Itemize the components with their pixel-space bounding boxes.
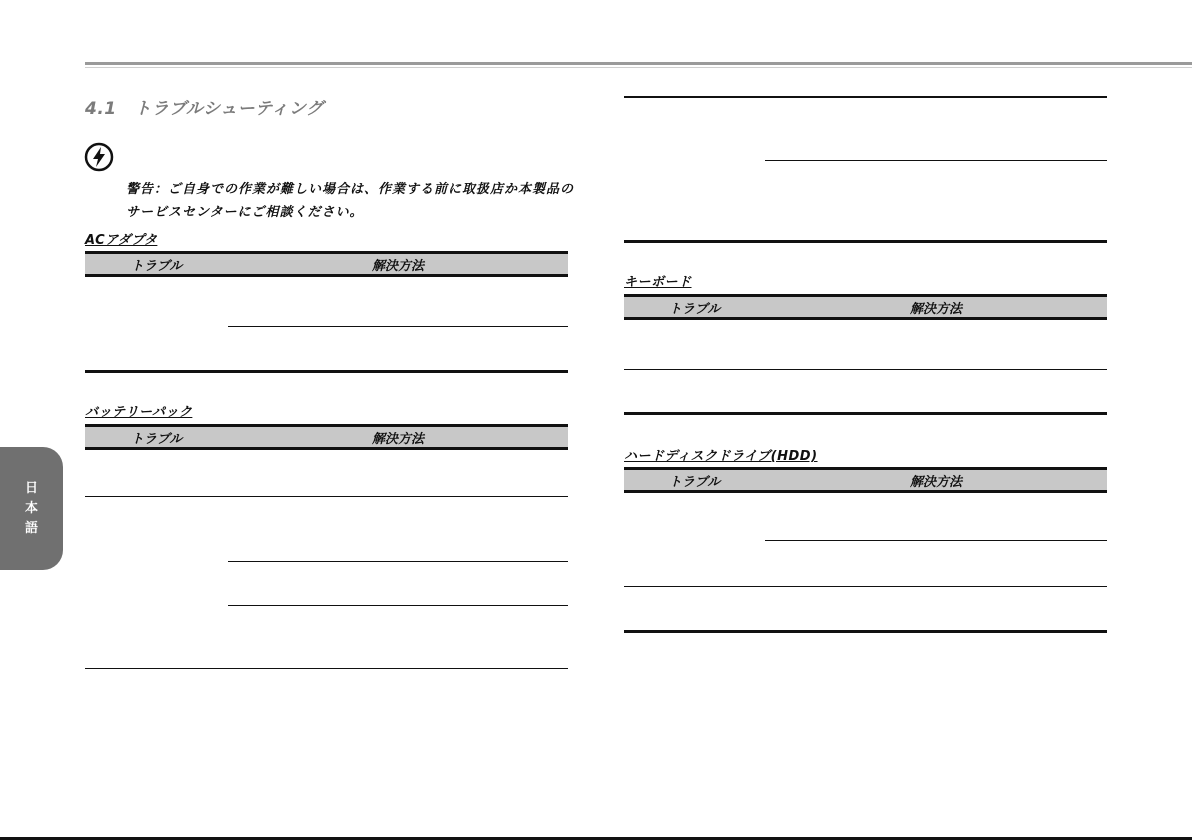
- table-end-rule: [624, 412, 1107, 415]
- row-divider: [624, 369, 1107, 370]
- ac-adapter-table-header: [85, 251, 568, 277]
- keyboard-title: キーボード: [624, 275, 692, 290]
- row-divider: [228, 561, 568, 562]
- lightning-warning-icon: [84, 142, 114, 172]
- row-divider: [624, 586, 1107, 587]
- col-trouble: トラブル: [130, 258, 183, 274]
- table-end-rule: [85, 668, 568, 669]
- side-tab-char: 本: [24, 500, 38, 516]
- col-solution: 解決方法: [371, 431, 424, 447]
- section-title: 4.1 トラブルシューティング: [85, 99, 324, 119]
- side-tab-char: 語: [24, 520, 38, 536]
- ac-adapter-title: ACアダプタ: [85, 233, 158, 248]
- battery-title: バッテリーパック: [85, 405, 193, 420]
- row-divider: [228, 326, 568, 327]
- warning-text: 警告：ご自身での作業が難しい場合は、作業する前に取扱店か本製品のサービスセンターにご相談ください。: [126, 182, 575, 220]
- row-divider: [85, 496, 568, 497]
- col-trouble: トラブル: [668, 474, 721, 490]
- col-trouble: トラブル: [668, 301, 721, 317]
- row-divider: [765, 540, 1107, 541]
- table-end-rule: [624, 240, 1107, 243]
- col-solution: 解決方法: [371, 258, 424, 274]
- col-solution: 解決方法: [909, 301, 962, 317]
- row-divider: [228, 605, 568, 606]
- table-end-rule: [624, 630, 1107, 633]
- header-rule-thin: [85, 67, 1192, 68]
- col-solution: 解決方法: [909, 474, 962, 490]
- col-trouble: トラブル: [130, 431, 183, 447]
- header-rule: [85, 62, 1192, 65]
- keyboard-table-header: [624, 294, 1107, 320]
- table-start-rule: [624, 96, 1107, 98]
- hdd-table-header: [624, 467, 1107, 493]
- language-side-tab: [0, 447, 63, 570]
- side-tab-char: 日: [24, 480, 38, 496]
- hdd-title: ハードディスクドライブ(HDD): [624, 449, 818, 464]
- row-divider: [765, 160, 1107, 161]
- battery-table-header: [85, 424, 568, 450]
- table-end-rule: [85, 370, 568, 373]
